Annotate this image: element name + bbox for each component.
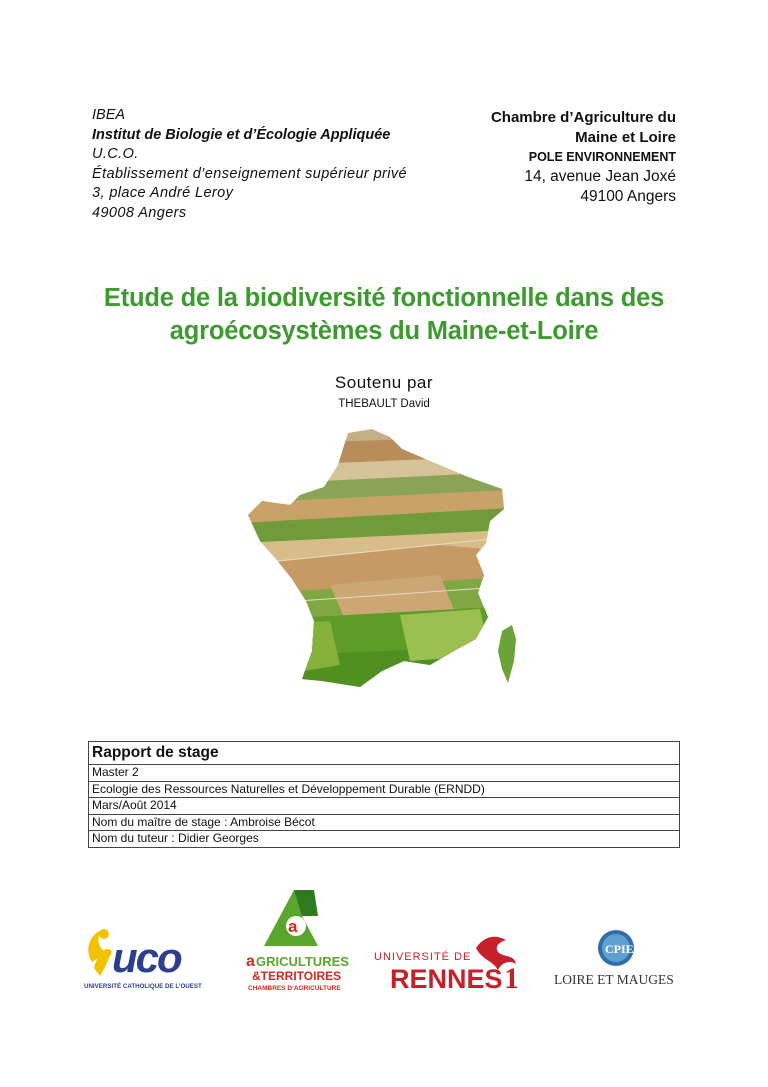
- pole-name: POLE ENVIRONNEMENT: [528, 150, 676, 164]
- france-fields-map-image: [240, 425, 530, 695]
- ibea-address-block: [92, 106, 452, 223]
- street-address: 3, place André Leroy: [92, 185, 234, 201]
- agricultures-territoires-logo: [244, 886, 354, 994]
- agri-line2: &TERRITOIRES: [252, 969, 342, 983]
- cpie-loire-mauges-logo: [552, 928, 688, 990]
- chamber-name-line1: Chambre d’Agriculture du: [490, 109, 676, 126]
- agri-line1: GRICULTURES: [256, 954, 349, 969]
- city-postcode: 49008 Angers: [92, 204, 187, 221]
- uco-caption: UNIVERSITÉ CATHOLIQUE DE L’OUEST: [84, 983, 202, 990]
- loire-mauges-name: LOIRE ET MAUGES: [554, 972, 674, 987]
- ibea-acronym: IBEA: [92, 107, 126, 123]
- author-name: THEBAULT David: [338, 398, 430, 410]
- report-row-program: Ecologie des Ressources Naturelles et Développement Durable (ERNDD): [89, 781, 679, 798]
- rennes-line2: RENNES: [390, 964, 503, 994]
- report-heading: Rapport de stage: [92, 744, 219, 761]
- report-row-supervisor: Nom du maître de stage : Ambroise Bécot: [89, 814, 679, 831]
- rennes-numeral: 1: [504, 962, 519, 994]
- rennes-line1: UNIVERSITÉ DE: [374, 951, 472, 963]
- uco-acronym: U.C.O.: [92, 146, 139, 162]
- cpie-badge: CPIE: [605, 942, 634, 956]
- document-title: [40, 282, 728, 348]
- title-line-1: Etude de la biodiversité fonctionnelle dans des: [103, 284, 665, 312]
- title-line-2: agroécosystèmes du Maine-et-Loire: [169, 317, 599, 345]
- chamber-address-block: [416, 108, 676, 207]
- svg-text:a: a: [288, 917, 298, 936]
- uco-description: Établissement d’enseignement supérieur privé: [92, 165, 408, 182]
- ibea-full-name: Institut de Biologie et d’Écologie Appliquée: [92, 126, 391, 143]
- agri-line3: CHAMBRES D’AGRICULTURE: [248, 985, 341, 992]
- svg-text:uco: uco: [112, 934, 181, 981]
- uco-logo: [82, 922, 207, 994]
- chamber-name-line2: Maine et Loire: [575, 129, 676, 146]
- universite-rennes-logo: [372, 930, 524, 994]
- report-row-period: Mars/Août 2014: [89, 797, 679, 814]
- report-row-degree: Master 2: [89, 764, 679, 781]
- partner-logos-row: [0, 880, 768, 1000]
- agri-prefix: a: [246, 953, 255, 970]
- report-row-tutor: Nom du tuteur : Didier Georges: [89, 830, 679, 847]
- chamber-city: 49100 Angers: [580, 188, 676, 205]
- soutenu-label: Soutenu par: [334, 373, 434, 392]
- chamber-street: 14, avenue Jean Joxé: [524, 168, 676, 185]
- report-info-table: [88, 741, 680, 848]
